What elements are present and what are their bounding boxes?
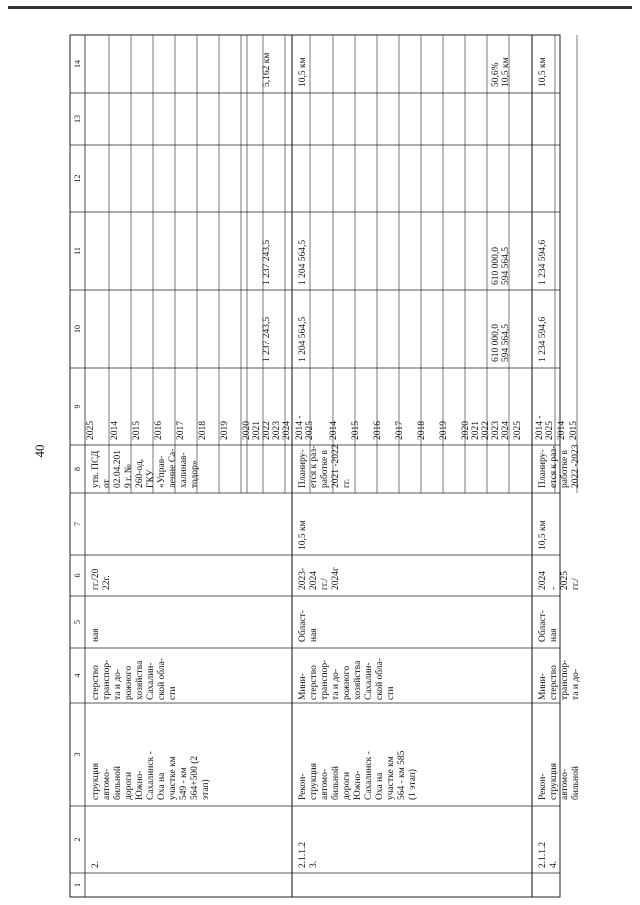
project-name: (1 этап)	[408, 769, 418, 800]
responsible-body: Мини-	[538, 673, 548, 700]
responsible-body: ской обла-	[375, 657, 385, 700]
responsible-body: сти	[386, 686, 396, 700]
project-name: струкция	[309, 762, 319, 800]
column-number: 9	[73, 404, 82, 409]
project-name: 564 - км 585	[397, 750, 407, 800]
year-label: 2019	[220, 421, 230, 440]
year-label: 2015	[569, 421, 579, 440]
responsible-body: та и до-	[331, 668, 341, 700]
row-number: 4.	[549, 860, 559, 868]
length: 10,5 км	[538, 520, 548, 550]
value-col14: 50,6%	[491, 62, 501, 87]
year-label: 2020	[242, 421, 252, 440]
row-number: 2.1.1.2	[298, 841, 308, 868]
design-documentation: гг.	[342, 478, 352, 488]
design-documentation: Планиру-	[298, 449, 308, 488]
budget-level: ная	[309, 628, 319, 642]
column-number: 3	[73, 752, 82, 757]
project-name: участке км	[386, 756, 396, 800]
year-label: 2021	[471, 421, 481, 440]
design-documentation: ется к раз-	[549, 445, 559, 488]
design-documentation: 02.04.201	[113, 450, 123, 488]
year-label: 2018	[417, 421, 427, 440]
year-label: 2022	[262, 421, 272, 440]
responsible-body: рожного	[342, 665, 352, 700]
year-label: 2015	[132, 421, 142, 440]
design-documentation: халинав-	[179, 452, 189, 488]
column-number: 7	[73, 522, 82, 526]
responsible-body: Сахалин-	[146, 662, 156, 700]
responsible-body: стерство	[309, 665, 319, 700]
project-name: Южно-	[135, 770, 145, 800]
project-name: автомо-	[560, 769, 570, 800]
column-number: 11	[73, 247, 82, 255]
project-name: Южно-	[353, 770, 363, 800]
design-documentation: «Управ-	[157, 455, 167, 488]
year-label: 2016	[154, 421, 164, 440]
value-col14: 5,162 км	[262, 52, 272, 87]
project-name: автомо-	[320, 769, 330, 800]
design-documentation: тодор»	[190, 460, 200, 488]
column-number: 4	[73, 673, 82, 678]
value-col11: 594 564,5	[501, 247, 511, 285]
project-name: дороги	[342, 771, 352, 800]
design-documentation: ление Са-	[168, 448, 178, 488]
column-number: 1	[73, 883, 82, 887]
year-label: 2019	[439, 421, 449, 440]
column-number: 2	[73, 837, 82, 842]
column-number: 10	[73, 325, 82, 333]
responsible-body: сти	[168, 686, 178, 700]
design-documentation: 9 г. №	[124, 464, 134, 488]
timeline: 22г.	[102, 575, 112, 590]
row-number: 2.1.1.2	[538, 841, 548, 868]
value-col9: 594 564,5	[501, 324, 511, 362]
timeline: 2024	[309, 571, 319, 590]
year-label: 2017	[176, 421, 186, 440]
design-documentation: работке в	[320, 449, 330, 488]
responsible-body: Сахалин-	[364, 662, 374, 700]
year-label: 2014	[557, 421, 567, 440]
column-number: 8	[73, 467, 82, 471]
column-number: 14	[73, 60, 82, 68]
design-documentation: от	[102, 479, 112, 488]
budget-level: ная	[91, 628, 101, 642]
project-name: дороги	[124, 771, 134, 800]
budget-level: Област-	[298, 610, 308, 642]
value-col9: 610 000,0	[491, 324, 501, 362]
project-name: бильной	[571, 766, 581, 800]
year-label: 2014 -	[535, 415, 545, 440]
value-col11: 610 000,0	[491, 247, 501, 285]
timeline: гг./	[320, 578, 330, 590]
project-name: Рекон-	[538, 773, 548, 800]
value-col14: 10,5 км	[298, 57, 308, 87]
project-name: Оха на	[375, 772, 385, 800]
project-name: Оха на	[157, 772, 167, 800]
responsible-body: ской обла-	[157, 657, 167, 700]
year-label: 2017	[395, 421, 405, 440]
timeline: 2024	[538, 571, 548, 590]
project-name: Рекон-	[298, 773, 308, 800]
year-label: 2025	[305, 421, 315, 440]
timeline: 2024г	[331, 567, 341, 590]
project-name: 549 - км	[179, 767, 189, 800]
design-documentation: 260-од,	[135, 458, 145, 488]
page-number: 40	[32, 444, 47, 458]
design-documentation: работке в	[560, 449, 570, 488]
design-documentation: Планиру-	[538, 449, 548, 488]
year-label: 2023	[491, 421, 501, 440]
project-name: участке км	[168, 756, 178, 800]
responsible-body: транспор-	[102, 659, 112, 700]
project-name: Сахалинск -	[364, 751, 374, 800]
design-documentation: ГКУ	[146, 469, 156, 488]
timeline: 2025	[560, 571, 570, 590]
column-number: 13	[73, 115, 82, 123]
project-name: этап)	[201, 779, 211, 800]
value-col9: 1 204 564,5	[298, 316, 308, 362]
year-label: 2014	[110, 421, 120, 440]
responsible-body: та и до-	[571, 668, 581, 700]
design-documentation: ется к раз-	[309, 445, 319, 488]
year-label: 2020	[461, 421, 471, 440]
value-col14: 10,5 км	[501, 57, 511, 87]
year-label: 2022	[481, 421, 491, 440]
year-label: 2024	[282, 421, 292, 440]
budget-level: ная	[549, 628, 559, 642]
timeline: 2023-	[298, 567, 308, 590]
responsible-body: транспор-	[320, 659, 330, 700]
responsible-body: хозяйства	[135, 660, 145, 700]
year-label: 2018	[198, 421, 208, 440]
value-col9: 1 237 243,5	[262, 316, 272, 362]
timeline: -	[549, 586, 559, 590]
value-col14: 10,5 км	[538, 57, 548, 87]
year-label: 2014 -	[295, 415, 305, 440]
project-name: струкция	[91, 762, 101, 800]
row-number: 2.	[91, 860, 101, 868]
length: 10,5 км	[298, 520, 308, 550]
project-name: бильной	[331, 766, 341, 800]
responsible-body: хозяйства	[353, 660, 363, 700]
year-label: 2025	[86, 421, 96, 440]
row-number: 3.	[309, 860, 319, 868]
column-number: 6	[73, 573, 82, 578]
year-label: 2024	[501, 421, 511, 440]
column-number: 12	[73, 174, 82, 183]
responsible-body: рожного	[124, 665, 134, 700]
project-name: 564+500 (2	[190, 755, 200, 800]
value-col11: 1 237 243,5	[262, 239, 272, 285]
value-col9: 1 234 594,6	[538, 316, 548, 362]
year-label: 2023	[272, 421, 282, 440]
timeline: гг./20	[91, 568, 101, 590]
year-label: 2014	[329, 421, 339, 440]
project-name: Сахалинск -	[146, 751, 156, 800]
project-name: автомо-	[102, 769, 112, 800]
responsible-body: стерство	[549, 665, 559, 700]
project-name: бильной	[113, 766, 123, 800]
design-documentation: 2021 -2022	[331, 444, 341, 488]
year-label: 2021	[252, 421, 262, 440]
project-name: струкция	[549, 762, 559, 800]
year-label: 2025	[545, 421, 555, 440]
responsible-body: Мини-	[298, 673, 308, 700]
column-number: 5	[73, 620, 82, 624]
responsible-body: транспор-	[560, 659, 570, 700]
responsible-body: стерство	[91, 665, 101, 700]
year-label: 2025	[513, 421, 523, 440]
value-col11: 1 204 564,5	[298, 239, 308, 285]
design-documentation: 2022 -2023	[571, 444, 581, 488]
value-col11: 1 234 594,6	[538, 239, 548, 285]
timeline: гг./	[571, 578, 581, 590]
responsible-body: та и до-	[113, 668, 123, 700]
year-label: 2015	[351, 421, 361, 440]
budget-level: Област-	[538, 610, 548, 642]
year-label: 2016	[373, 421, 383, 440]
design-documentation: утв. ПСД	[91, 450, 101, 488]
